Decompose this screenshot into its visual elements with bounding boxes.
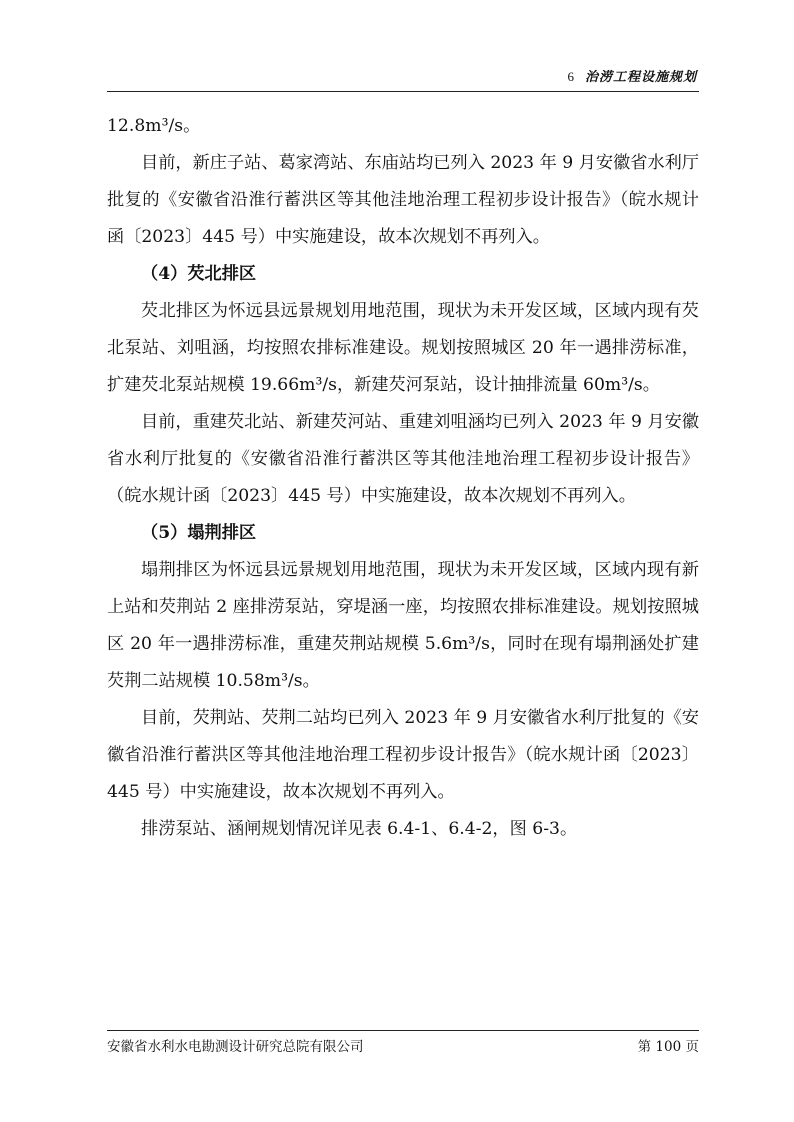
section-heading-4: （4）芡北排区 xyxy=(141,264,257,284)
paragraph-qianbei: 芡北排区为怀远县远景规划用地范围，现状为未开发区域，区域内现有芡北泵站、刘咀涵，均按照农排标准建设。规划按照城区 20 年一遇排涝标准，扩建芡北泵站规模 19.66m³/s，新建芡河泵站，设计抽排流量 60m³/s。 xyxy=(107,301,699,395)
section-heading-5: （5）塌荆排区 xyxy=(141,523,257,543)
header-text xyxy=(567,66,697,85)
footer-company: 安徽省水利水电勘测设计研究总院有限公司 xyxy=(107,1039,364,1055)
page-footer xyxy=(107,1030,699,1055)
body-text xyxy=(107,108,699,848)
page-header xyxy=(107,66,699,92)
paragraph-status-2: 目前，重建芡北站、新建芡河站、重建刘咀涵均已列入 2023 年 9 月安徽省水利厅批复的《安徽省沿淮行蓄洪区等其他洼地治理工程初步设计报告》（皖水规计函〔2023〕445 号）中实施建设，故本次规划不再列入。 xyxy=(107,412,699,506)
footer-page-number: 第 100 页 xyxy=(637,1039,699,1055)
paragraph-tajing: 塌荆排区为怀远县远景规划用地范围，现状为未开发区域，区域内现有新上站和芡荆站 2 座排涝泵站，穿堤涵一座，均按照农排标准建设。规划按照城区 20 年一遇排涝标准，重建芡荆站规模 5.6m³/s，同时在现有塌荆涵处扩建芡荆二站规模 10.58m³/s。 xyxy=(107,560,699,691)
paragraph-status-1: 目前，新庄子站、葛家湾站、东庙站均已列入 2023 年 9 月安徽省水利厅批复的《安徽省沿淮行蓄洪区等其他洼地治理工程初步设计报告》（皖水规计函〔2023〕445 号）中实施建设，故本次规划不再列入。 xyxy=(107,153,699,247)
paragraph-status-3: 目前，芡荆站、芡荆二站均已列入 2023 年 9 月安徽省水利厅批复的《安徽省沿淮行蓄洪区等其他洼地治理工程初步设计报告》（皖水规计函〔2023〕445 号）中实施建设，故本次规划不再列入。 xyxy=(107,708,699,802)
chapter-title: 治涝工程设施规划 xyxy=(584,70,697,85)
header-divider xyxy=(107,91,699,92)
chapter-number: 6 xyxy=(567,69,575,84)
paragraph-reference: 排涝泵站、涵闸规划情况详见表 6.4-1、6.4-2，图 6-3。 xyxy=(141,819,578,839)
paragraph-continuation: 12.8m³/s。 xyxy=(107,116,201,136)
